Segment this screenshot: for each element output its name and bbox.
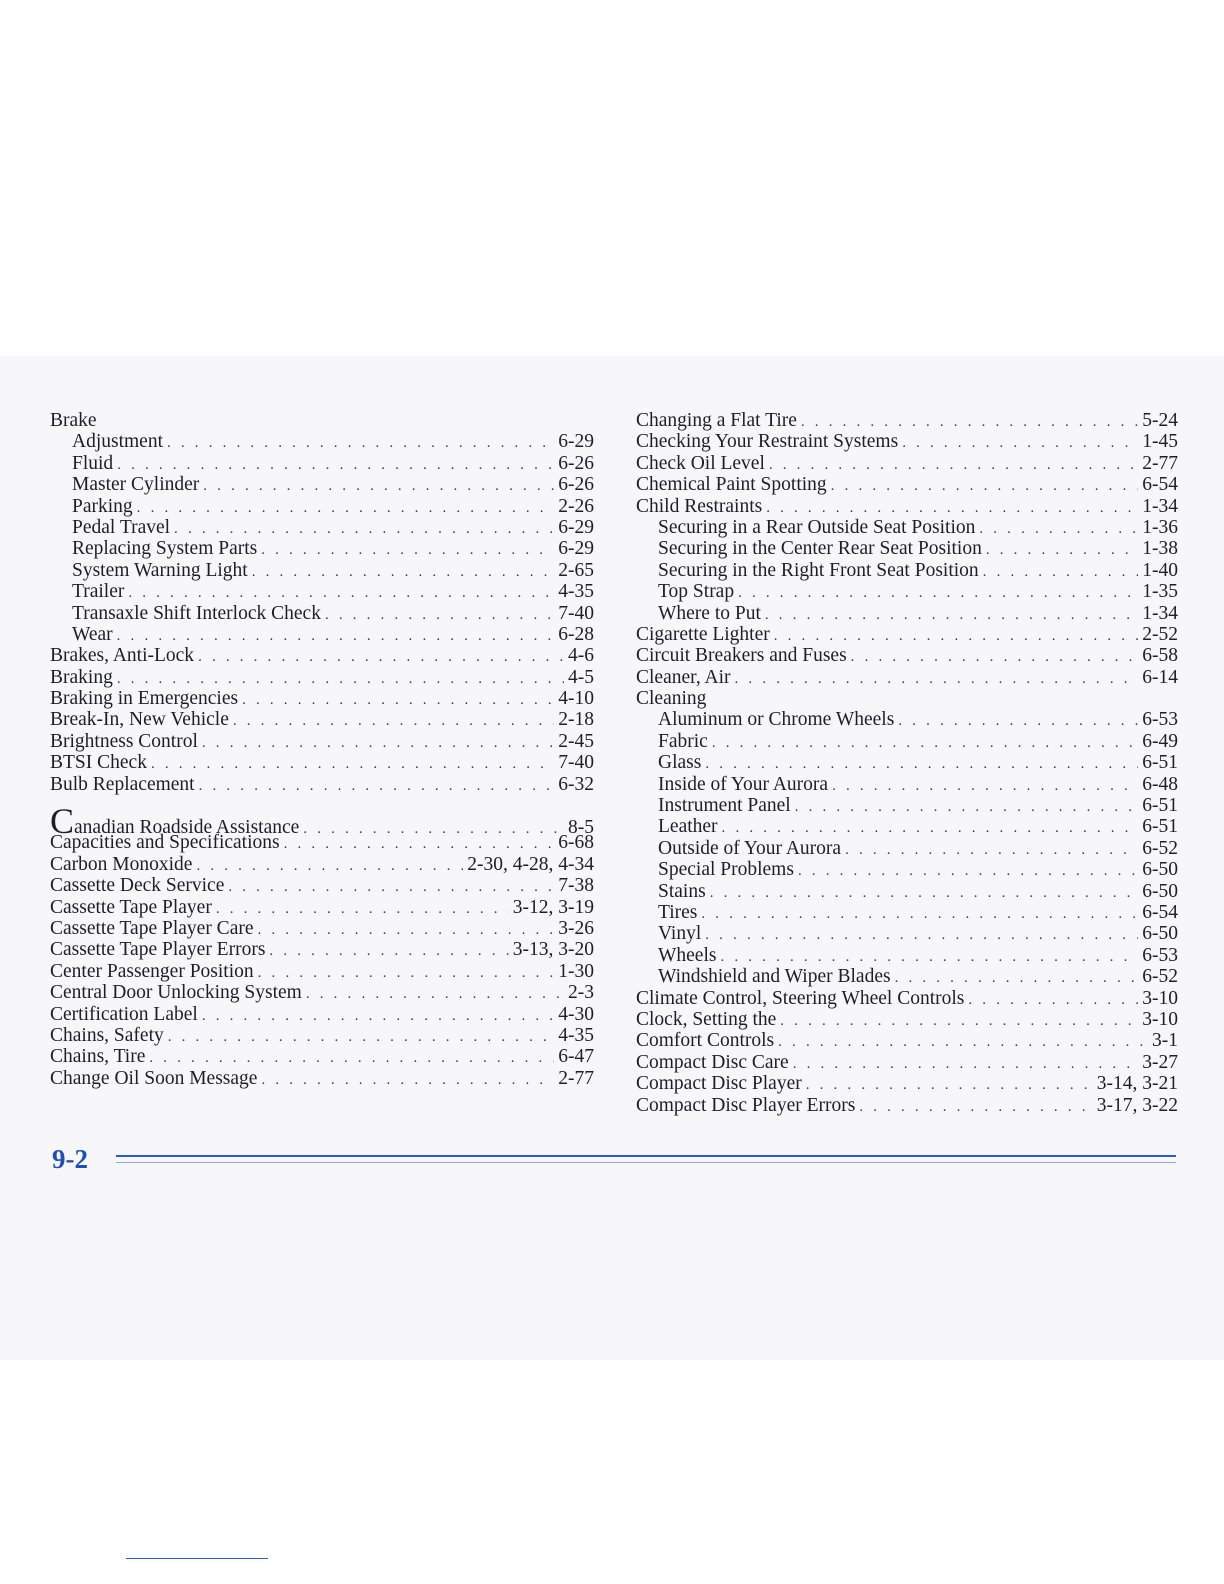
entry-label: Cigarette Lighter bbox=[636, 623, 770, 645]
entry-label: Adjustment bbox=[72, 431, 163, 453]
entry-pages: 6-50 bbox=[1142, 859, 1178, 881]
index-entry bbox=[636, 1095, 1178, 1116]
entry-label: Braking bbox=[50, 666, 113, 688]
index-entry bbox=[50, 1004, 594, 1025]
entry-pages: 3-17, 3-22 bbox=[1096, 1094, 1178, 1116]
index-subentry bbox=[636, 603, 1178, 624]
entry-pages: 7-40 bbox=[558, 752, 594, 774]
entry-pages: 6-29 bbox=[558, 431, 594, 453]
index-entry bbox=[50, 918, 594, 939]
entry-label: Brightness Control bbox=[50, 730, 198, 752]
entry-label: Windshield and Wiper Blades bbox=[658, 966, 891, 988]
dot-leader bbox=[795, 797, 1139, 818]
entry-label: Changing a Flat Tire bbox=[636, 410, 797, 431]
dot-leader bbox=[968, 990, 1138, 1011]
dot-leader bbox=[117, 455, 554, 476]
dot-leader bbox=[306, 984, 564, 1005]
footer-rule bbox=[116, 1155, 1176, 1157]
entry-label: Master Cylinder bbox=[72, 474, 200, 496]
entry-pages: 2-65 bbox=[558, 559, 594, 581]
entry-label: Transaxle Shift Interlock Check bbox=[72, 602, 321, 624]
dot-leader bbox=[167, 433, 554, 454]
entry-label: Fabric bbox=[658, 730, 708, 752]
entry-pages: 7-40 bbox=[558, 602, 594, 624]
entry-pages: 2-30, 4-28, 4-34 bbox=[467, 853, 594, 875]
entry-label: Clock, Setting the bbox=[636, 1008, 777, 1030]
index-entry bbox=[50, 1025, 594, 1046]
entry-label: Securing in a Rear Outside Seat Position bbox=[658, 516, 976, 538]
dot-leader bbox=[137, 498, 555, 519]
dot-leader bbox=[196, 856, 463, 877]
entry-pages: 6-26 bbox=[558, 474, 594, 496]
index-subentry bbox=[50, 624, 594, 645]
index-entry bbox=[636, 1052, 1178, 1073]
index-entry bbox=[50, 832, 594, 853]
index-subentry bbox=[636, 816, 1178, 837]
entry-pages: 6-28 bbox=[558, 623, 594, 645]
entry-pages: 6-53 bbox=[1142, 944, 1178, 966]
entry-pages: 6-54 bbox=[1142, 474, 1178, 496]
entry-pages: 6-52 bbox=[1142, 837, 1178, 859]
entry-pages: 6-53 bbox=[1142, 709, 1178, 731]
entry-pages: 6-51 bbox=[1142, 816, 1178, 838]
entry-pages: 4-35 bbox=[558, 1024, 594, 1046]
entry-pages: 7-38 bbox=[558, 875, 594, 897]
index-column-left bbox=[50, 410, 594, 1089]
entry-label-text: anadian Roadside Assistance bbox=[74, 817, 300, 839]
entry-label: Vinyl bbox=[658, 923, 702, 945]
dot-leader bbox=[202, 1006, 554, 1027]
entry-label: Stains bbox=[658, 880, 706, 902]
index-entry bbox=[50, 854, 594, 875]
dot-leader bbox=[983, 562, 1139, 583]
dot-leader bbox=[851, 647, 1139, 668]
entry-label: Leather bbox=[658, 816, 718, 838]
dot-leader bbox=[128, 583, 554, 604]
index-entry bbox=[50, 939, 594, 960]
index-subentry bbox=[50, 431, 594, 452]
entry-label: Child Restraints bbox=[636, 495, 763, 517]
entry-pages: 6-68 bbox=[558, 832, 594, 854]
dot-leader bbox=[252, 562, 555, 583]
index-entry bbox=[50, 897, 594, 918]
entry-label: Compact Disc Player bbox=[636, 1073, 802, 1095]
entry-pages: 6-29 bbox=[558, 516, 594, 538]
index-subentry bbox=[50, 560, 594, 581]
entry-label: BTSI Check bbox=[50, 752, 147, 774]
dot-leader bbox=[705, 925, 1138, 946]
entry-label: Break-In, New Vehicle bbox=[50, 709, 229, 731]
index-subentry bbox=[636, 709, 1178, 730]
dot-leader bbox=[735, 669, 1139, 690]
entry-pages: 6-49 bbox=[1142, 730, 1178, 752]
bottom-mark bbox=[126, 1558, 268, 1559]
entry-pages: 6-47 bbox=[558, 1046, 594, 1068]
entry-pages: 1-35 bbox=[1142, 581, 1178, 603]
index-subentry bbox=[636, 859, 1178, 880]
index-entry bbox=[50, 801, 594, 842]
index-subentry bbox=[636, 731, 1178, 752]
dot-leader bbox=[149, 1048, 554, 1069]
dot-leader bbox=[831, 476, 1139, 497]
dot-leader bbox=[117, 669, 564, 690]
entry-pages: 1-40 bbox=[1142, 559, 1178, 581]
index-entry bbox=[636, 496, 1178, 517]
index-entry bbox=[50, 982, 594, 1003]
entry-label: Comfort Controls bbox=[636, 1030, 775, 1052]
index-entry bbox=[636, 431, 1178, 452]
dot-leader bbox=[986, 540, 1138, 561]
entry-label: Tires bbox=[658, 901, 698, 923]
entry-label: Cassette Deck Service bbox=[50, 875, 225, 897]
entry-label: Certification Label bbox=[50, 1003, 198, 1025]
index-entry bbox=[50, 961, 594, 982]
entry-label: Wheels bbox=[658, 944, 717, 966]
index-subentry bbox=[636, 945, 1178, 966]
dot-leader bbox=[780, 1011, 1138, 1032]
entry-pages: 4-10 bbox=[558, 688, 594, 710]
entry-label: Securing in the Right Front Seat Position bbox=[658, 559, 979, 581]
entry-label: Glass bbox=[658, 752, 702, 774]
entry-label: Cleaning bbox=[636, 688, 707, 710]
index-entry bbox=[50, 667, 594, 688]
entry-label: Parking bbox=[72, 495, 133, 517]
dot-leader bbox=[269, 941, 508, 962]
entry-label: Carbon Monoxide bbox=[50, 853, 193, 875]
entry-pages: 8-5 bbox=[568, 817, 594, 839]
entry-pages: 2-52 bbox=[1142, 623, 1178, 645]
entry-pages: 2-45 bbox=[558, 730, 594, 752]
entry-label: Cleaner, Air bbox=[636, 666, 731, 688]
entry-pages: 3-27 bbox=[1142, 1051, 1178, 1073]
entry-label: Inside of Your Aurora bbox=[658, 773, 829, 795]
index-entry bbox=[50, 645, 594, 666]
entry-label: Securing in the Center Rear Seat Position bbox=[658, 538, 982, 560]
section-initial: C bbox=[50, 801, 75, 842]
dot-leader bbox=[793, 1054, 1139, 1075]
index-entry bbox=[636, 453, 1178, 474]
index-entry bbox=[50, 410, 594, 431]
index-entry bbox=[636, 667, 1178, 688]
dot-leader bbox=[261, 540, 554, 561]
page-number: 9-2 bbox=[52, 1144, 88, 1174]
index-subentry bbox=[636, 752, 1178, 773]
entry-pages: 2-18 bbox=[558, 709, 594, 731]
entry-pages: 2-77 bbox=[1142, 452, 1178, 474]
entry-pages: 6-29 bbox=[558, 538, 594, 560]
entry-pages: 5-24 bbox=[1142, 410, 1178, 431]
entry-label: Central Door Unlocking System bbox=[50, 982, 302, 1004]
index-entry bbox=[636, 688, 1178, 709]
dot-leader bbox=[216, 899, 509, 920]
entry-pages: 4-6 bbox=[568, 645, 594, 667]
dot-leader bbox=[832, 776, 1138, 797]
entry-pages: 6-14 bbox=[1142, 666, 1178, 688]
entry-label: Instrument Panel bbox=[658, 795, 791, 817]
entry-label: Trailer bbox=[72, 581, 125, 603]
dot-leader bbox=[258, 920, 555, 941]
index-subentry bbox=[636, 560, 1178, 581]
entry-pages: 1-34 bbox=[1142, 495, 1178, 517]
dot-leader bbox=[801, 412, 1138, 433]
dot-leader bbox=[168, 1027, 555, 1048]
dot-leader bbox=[199, 776, 555, 797]
footer-rule-thin bbox=[116, 1162, 1176, 1163]
entry-pages: 6-48 bbox=[1142, 773, 1178, 795]
entry-pages: 4-30 bbox=[558, 1003, 594, 1025]
entry-pages: 2-77 bbox=[558, 1067, 594, 1089]
dot-leader bbox=[778, 1032, 1148, 1053]
index-entry bbox=[50, 1068, 594, 1089]
dot-leader bbox=[859, 1097, 1092, 1118]
dot-leader bbox=[769, 455, 1138, 476]
entry-label: System Warning Light bbox=[72, 559, 248, 581]
dot-leader bbox=[242, 690, 554, 711]
dot-leader bbox=[895, 968, 1139, 989]
index-entry bbox=[636, 988, 1178, 1009]
dot-leader bbox=[174, 519, 554, 540]
entry-label: Wear bbox=[72, 623, 113, 645]
entry-pages: 1-34 bbox=[1142, 602, 1178, 624]
index-subentry bbox=[50, 496, 594, 517]
entry-pages: 6-32 bbox=[558, 773, 594, 795]
dot-leader bbox=[228, 877, 554, 898]
entry-pages: 6-50 bbox=[1142, 880, 1178, 902]
entry-label: Cassette Tape Player bbox=[50, 896, 212, 918]
index-subentry bbox=[636, 923, 1178, 944]
dot-leader bbox=[798, 861, 1138, 882]
index-entry bbox=[636, 1073, 1178, 1094]
index-subentry bbox=[50, 453, 594, 474]
entry-label: Chains, Tire bbox=[50, 1046, 146, 1068]
dot-leader bbox=[233, 711, 554, 732]
dot-leader bbox=[117, 626, 555, 647]
entry-pages: 2-3 bbox=[568, 982, 594, 1004]
entry-label: Pedal Travel bbox=[72, 516, 171, 538]
entry-label: Check Oil Level bbox=[636, 452, 765, 474]
dot-leader bbox=[202, 733, 554, 754]
index-subentry bbox=[636, 881, 1178, 902]
entry-label: Center Passenger Position bbox=[50, 960, 254, 982]
dot-leader bbox=[720, 947, 1138, 968]
dot-leader bbox=[203, 476, 554, 497]
entry-pages: 3-26 bbox=[558, 917, 594, 939]
entry-pages: 1-45 bbox=[1142, 431, 1178, 453]
index-subentry bbox=[50, 538, 594, 559]
entry-label: Checking Your Restraint Systems bbox=[636, 431, 899, 453]
entry-label: Special Problems bbox=[658, 859, 794, 881]
index-entry bbox=[636, 645, 1178, 666]
dot-leader bbox=[845, 840, 1138, 861]
entry-pages: 3-10 bbox=[1142, 987, 1178, 1009]
entry-pages: 2-26 bbox=[558, 495, 594, 517]
dot-leader bbox=[325, 605, 554, 626]
index-subentry bbox=[636, 902, 1178, 923]
entry-label: Change Oil Soon Message bbox=[50, 1067, 258, 1089]
entry-label: Cassette Tape Player Errors bbox=[50, 939, 266, 961]
entry-label: Brakes, Anti-Lock bbox=[50, 645, 195, 667]
dot-leader bbox=[806, 1075, 1093, 1096]
entry-pages: 4-35 bbox=[558, 581, 594, 603]
entry-label: Braking in Emergencies bbox=[50, 688, 239, 710]
index-entry bbox=[50, 1046, 594, 1067]
dot-leader bbox=[712, 733, 1138, 754]
entry-pages: 6-54 bbox=[1142, 901, 1178, 923]
entry-label: Capacities and Specifications bbox=[50, 832, 280, 854]
index-column-right bbox=[636, 410, 1178, 1116]
index-entry bbox=[50, 709, 594, 730]
section-gap bbox=[50, 795, 594, 811]
entry-pages: 3-12, 3-19 bbox=[512, 896, 594, 918]
dot-leader bbox=[722, 818, 1139, 839]
entry-label: Circuit Breakers and Fuses bbox=[636, 645, 847, 667]
entry-pages: 6-50 bbox=[1142, 923, 1178, 945]
index-entry bbox=[636, 1009, 1178, 1030]
entry-pages: 6-51 bbox=[1142, 752, 1178, 774]
entry-pages: 4-5 bbox=[568, 666, 594, 688]
dot-leader bbox=[705, 754, 1138, 775]
entry-label: Where to Put bbox=[658, 602, 761, 624]
index-entry bbox=[50, 688, 594, 709]
entry-label: Compact Disc Player Errors bbox=[636, 1094, 856, 1116]
index-subentry bbox=[50, 603, 594, 624]
index-entry bbox=[50, 875, 594, 896]
entry-label: Climate Control, Steering Wheel Controls bbox=[636, 987, 965, 1009]
dot-leader bbox=[151, 754, 554, 775]
entry-label: Bulb Replacement bbox=[50, 773, 195, 795]
dot-leader bbox=[766, 498, 1138, 519]
entry-label: Outside of Your Aurora bbox=[658, 837, 842, 859]
entry-pages: 1-30 bbox=[558, 960, 594, 982]
index-subentry bbox=[636, 838, 1178, 859]
index-subentry bbox=[636, 795, 1178, 816]
index-entry bbox=[636, 474, 1178, 495]
index-subentry bbox=[636, 966, 1178, 987]
index-subentry bbox=[636, 538, 1178, 559]
index-subentry bbox=[636, 581, 1178, 602]
dot-leader bbox=[710, 883, 1139, 904]
index-subentry bbox=[636, 774, 1178, 795]
index-subentry bbox=[50, 517, 594, 538]
entry-label: Cassette Tape Player Care bbox=[50, 917, 254, 939]
entry-pages: 6-26 bbox=[558, 452, 594, 474]
dot-leader bbox=[979, 519, 1138, 540]
entry-label: Top Strap bbox=[658, 581, 735, 603]
index-subentry bbox=[50, 581, 594, 602]
index-entry bbox=[50, 774, 594, 795]
dot-leader bbox=[701, 904, 1138, 925]
dot-leader bbox=[765, 605, 1138, 626]
entry-pages: 3-13, 3-20 bbox=[512, 939, 594, 961]
entry-pages: 6-58 bbox=[1142, 645, 1178, 667]
dot-leader bbox=[902, 433, 1138, 454]
dot-leader bbox=[284, 834, 555, 855]
entry-pages: 3-14, 3-21 bbox=[1096, 1073, 1178, 1095]
index-entry bbox=[636, 1030, 1178, 1051]
index-entry bbox=[50, 752, 594, 773]
entry-label: Compact Disc Care bbox=[636, 1051, 789, 1073]
entry-pages: 6-52 bbox=[1142, 966, 1178, 988]
dot-leader bbox=[898, 711, 1138, 732]
entry-label: Aluminum or Chrome Wheels bbox=[658, 709, 895, 731]
dot-leader bbox=[774, 626, 1139, 647]
entry-label: Replacing System Parts bbox=[72, 538, 258, 560]
index-entry bbox=[636, 410, 1178, 431]
entry-label: Brake bbox=[50, 410, 97, 431]
dot-leader bbox=[738, 583, 1138, 604]
index-subentry bbox=[50, 474, 594, 495]
entry-label: Chemical Paint Spotting bbox=[636, 474, 827, 496]
entry-pages: 1-36 bbox=[1142, 516, 1178, 538]
entry-label: Fluid bbox=[72, 452, 114, 474]
entry-pages: 1-38 bbox=[1142, 538, 1178, 560]
dot-leader bbox=[198, 647, 564, 668]
entry-label: Chains, Safety bbox=[50, 1024, 164, 1046]
entry-pages: 3-1 bbox=[1152, 1030, 1178, 1052]
index-entry bbox=[636, 624, 1178, 645]
dot-leader bbox=[258, 963, 555, 984]
entry-pages: 3-10 bbox=[1142, 1008, 1178, 1030]
entry-pages: 6-51 bbox=[1142, 795, 1178, 817]
index-entry bbox=[50, 731, 594, 752]
dot-leader bbox=[261, 1070, 554, 1091]
index-subentry bbox=[636, 517, 1178, 538]
